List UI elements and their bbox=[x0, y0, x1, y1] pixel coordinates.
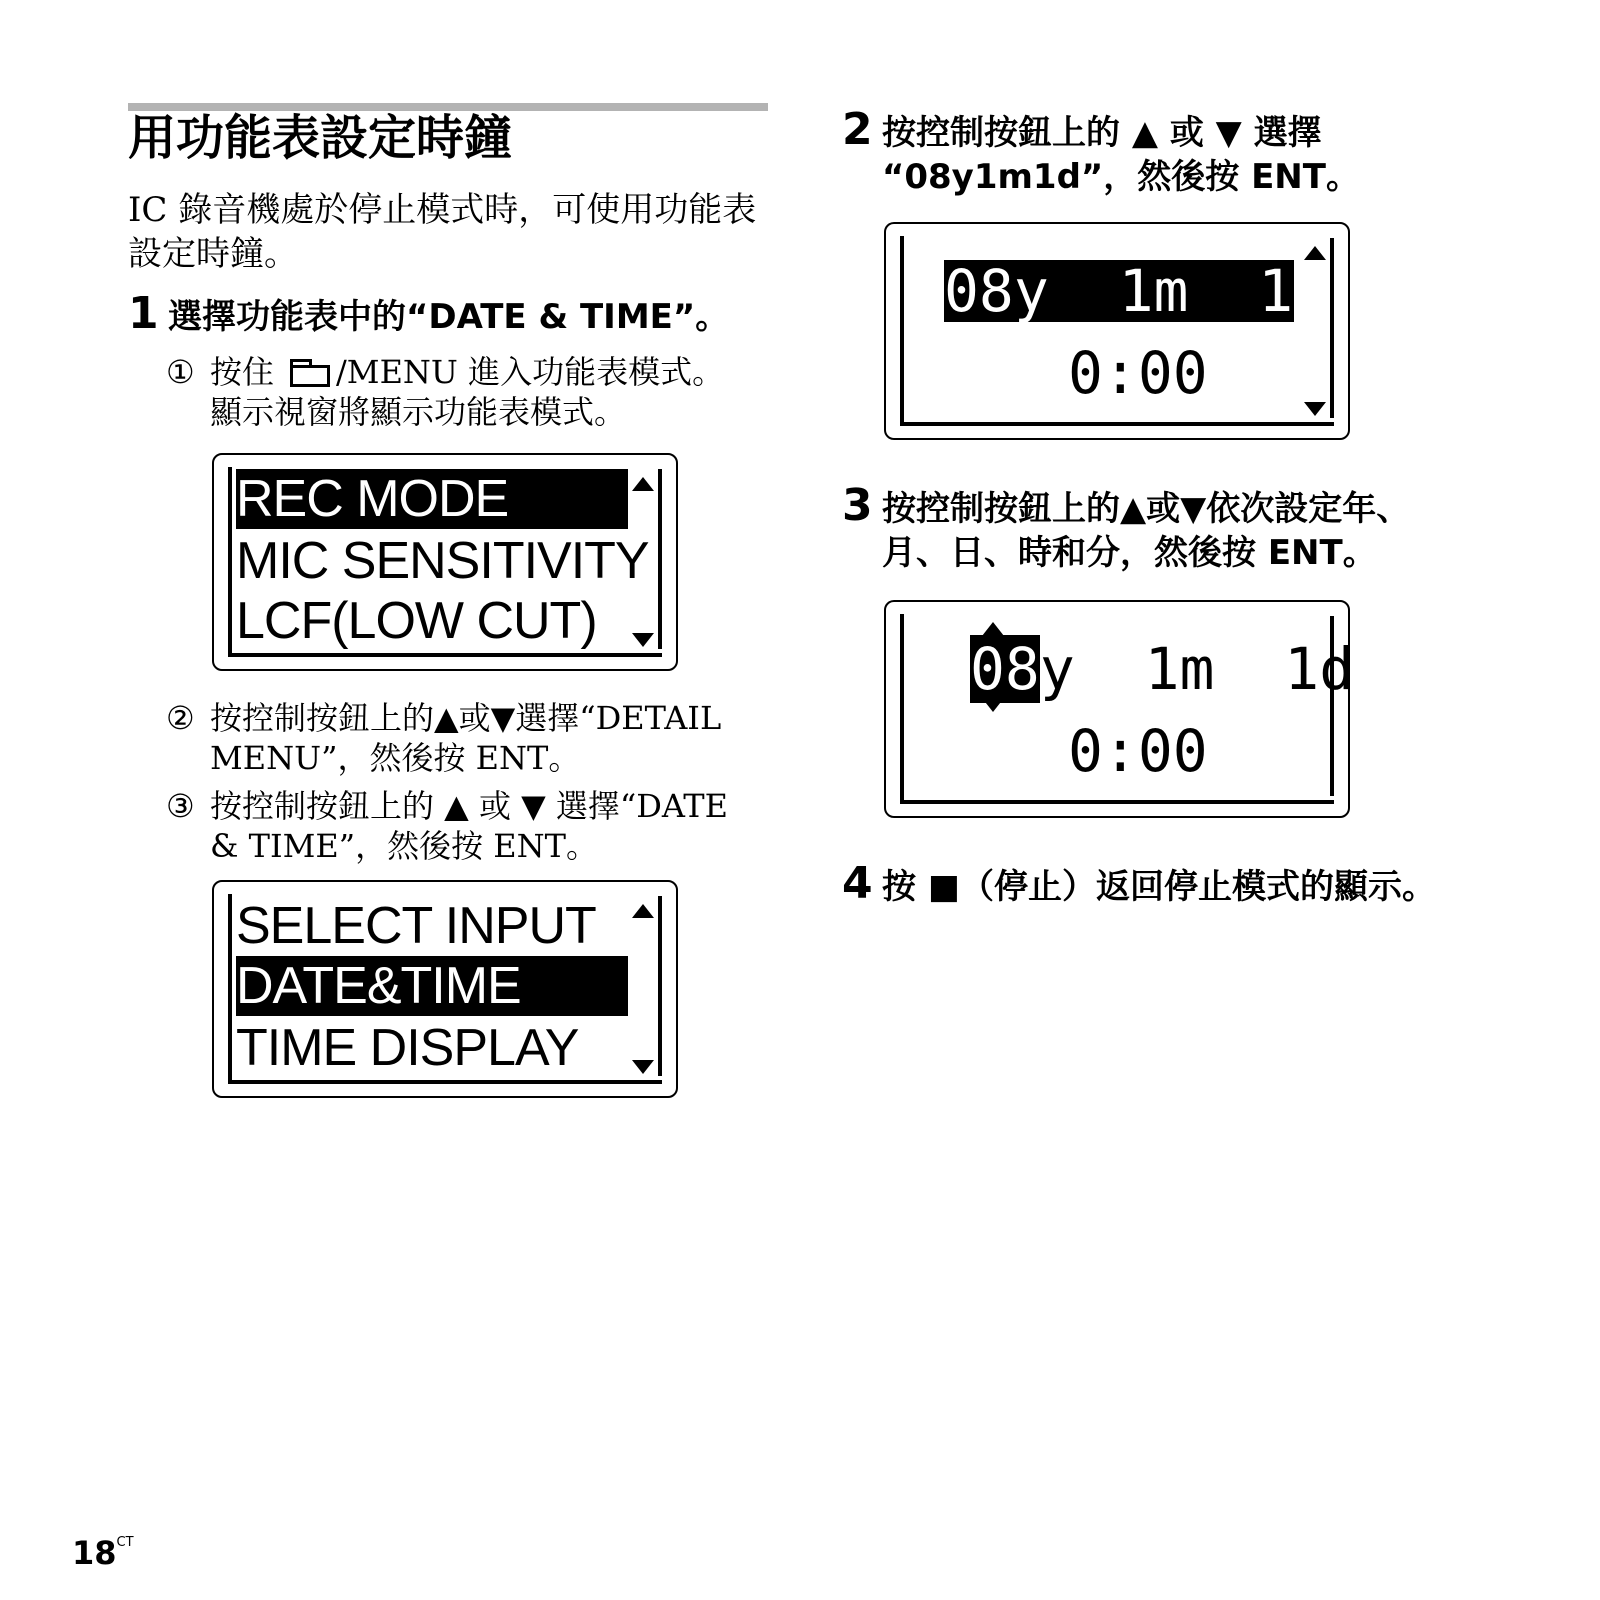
lcd-menu-screen-2 bbox=[212, 880, 678, 1098]
time-readout: 0:00 bbox=[1068, 339, 1208, 407]
substep-mark: ① bbox=[166, 353, 195, 391]
lcd-frame bbox=[228, 467, 662, 657]
substep-mark: ② bbox=[166, 699, 195, 737]
step-text-line1: 按控制按鈕上的▲或▼依次設定年、 bbox=[882, 489, 1411, 529]
menu-item: TIME DISPLAY bbox=[236, 1019, 579, 1077]
substep-line1-post: /MENU 進入功能表模式。 bbox=[336, 353, 725, 391]
lcd-right-edge bbox=[658, 469, 662, 649]
triangle-up-icon bbox=[632, 904, 654, 918]
substep-2 bbox=[166, 698, 721, 778]
substep-line2: & TIME”，然後按 ENT。 bbox=[210, 827, 599, 865]
step-1 bbox=[128, 288, 730, 339]
substep-line2: MENU”，然後按 ENT。 bbox=[210, 739, 581, 777]
triangle-down-icon bbox=[632, 633, 654, 647]
triangle-down-icon bbox=[982, 698, 1004, 712]
lcd-date-screen-1 bbox=[884, 222, 1350, 440]
page-title: 用功能表設定時鐘 bbox=[128, 110, 513, 166]
step-number: 2 bbox=[842, 104, 873, 155]
menu-item: LCF(LOW CUT) bbox=[236, 592, 597, 650]
step-3 bbox=[842, 480, 1411, 575]
time-readout: 0:00 bbox=[1068, 717, 1208, 785]
date-readout-selected: 08y 1m 1d bbox=[944, 257, 1329, 325]
menu-item: SELECT INPUT bbox=[236, 897, 596, 955]
step-number: 4 bbox=[842, 858, 873, 909]
page-number-value: 18 bbox=[72, 1534, 117, 1572]
lcd-frame bbox=[228, 894, 662, 1084]
step-text: 選擇功能表中的“DATE & TIME”。 bbox=[168, 297, 730, 337]
triangle-up-icon bbox=[632, 477, 654, 491]
step-text-line1: 按控制按鈕上的 ▲ 或 ▼ 選擇 bbox=[882, 113, 1322, 153]
page-number bbox=[72, 1534, 134, 1572]
substep-mark: ③ bbox=[166, 787, 195, 825]
triangle-down-icon bbox=[1304, 402, 1326, 416]
menu-item-selected: DATE&TIME bbox=[236, 956, 628, 1016]
step-2 bbox=[842, 104, 1360, 199]
lcd-date-screen-2 bbox=[884, 600, 1355, 818]
year-field-selected: 08 bbox=[970, 635, 1040, 703]
intro-paragraph: IC 錄音機處於停止模式時，可使用功能表設定時鐘。 bbox=[128, 190, 757, 274]
triangle-up-icon bbox=[982, 622, 1004, 636]
step-number: 1 bbox=[128, 288, 159, 339]
menu-item-selected: REC MODE bbox=[236, 469, 628, 529]
step-number: 3 bbox=[842, 480, 873, 531]
lcd-menu-screen-1 bbox=[212, 453, 678, 671]
lcd-right-edge bbox=[1330, 238, 1334, 418]
folder-icon bbox=[290, 359, 330, 385]
page-suffix: CT bbox=[116, 1535, 134, 1550]
menu-item: MIC SENSITIVITY bbox=[236, 532, 649, 590]
triangle-up-icon bbox=[1304, 246, 1326, 260]
substep-1 bbox=[166, 352, 724, 432]
step-4 bbox=[842, 858, 1436, 909]
substep-line1: 按控制按鈕上的▲或▼選擇“DETAIL bbox=[210, 699, 722, 737]
step-text-line2: “08y1m1d”，然後按 ENT。 bbox=[882, 157, 1360, 197]
step-text-line2: 月、日、時和分，然後按 ENT。 bbox=[882, 533, 1377, 573]
date-rest: y 1m 1d bbox=[1039, 635, 1355, 703]
substep-3 bbox=[166, 786, 728, 866]
step-text: 按 ■（停止）返回停止模式的顯示。 bbox=[882, 867, 1436, 907]
substep-line1-pre: 按住 bbox=[210, 353, 275, 391]
lcd-right-edge bbox=[658, 896, 662, 1076]
triangle-down-icon bbox=[632, 1060, 654, 1074]
date-readout bbox=[970, 635, 1355, 703]
substep-line2: 顯示視窗將顯示功能表模式。 bbox=[210, 393, 627, 431]
substep-line1: 按控制按鈕上的 ▲ 或 ▼ 選擇“DATE bbox=[210, 787, 728, 825]
